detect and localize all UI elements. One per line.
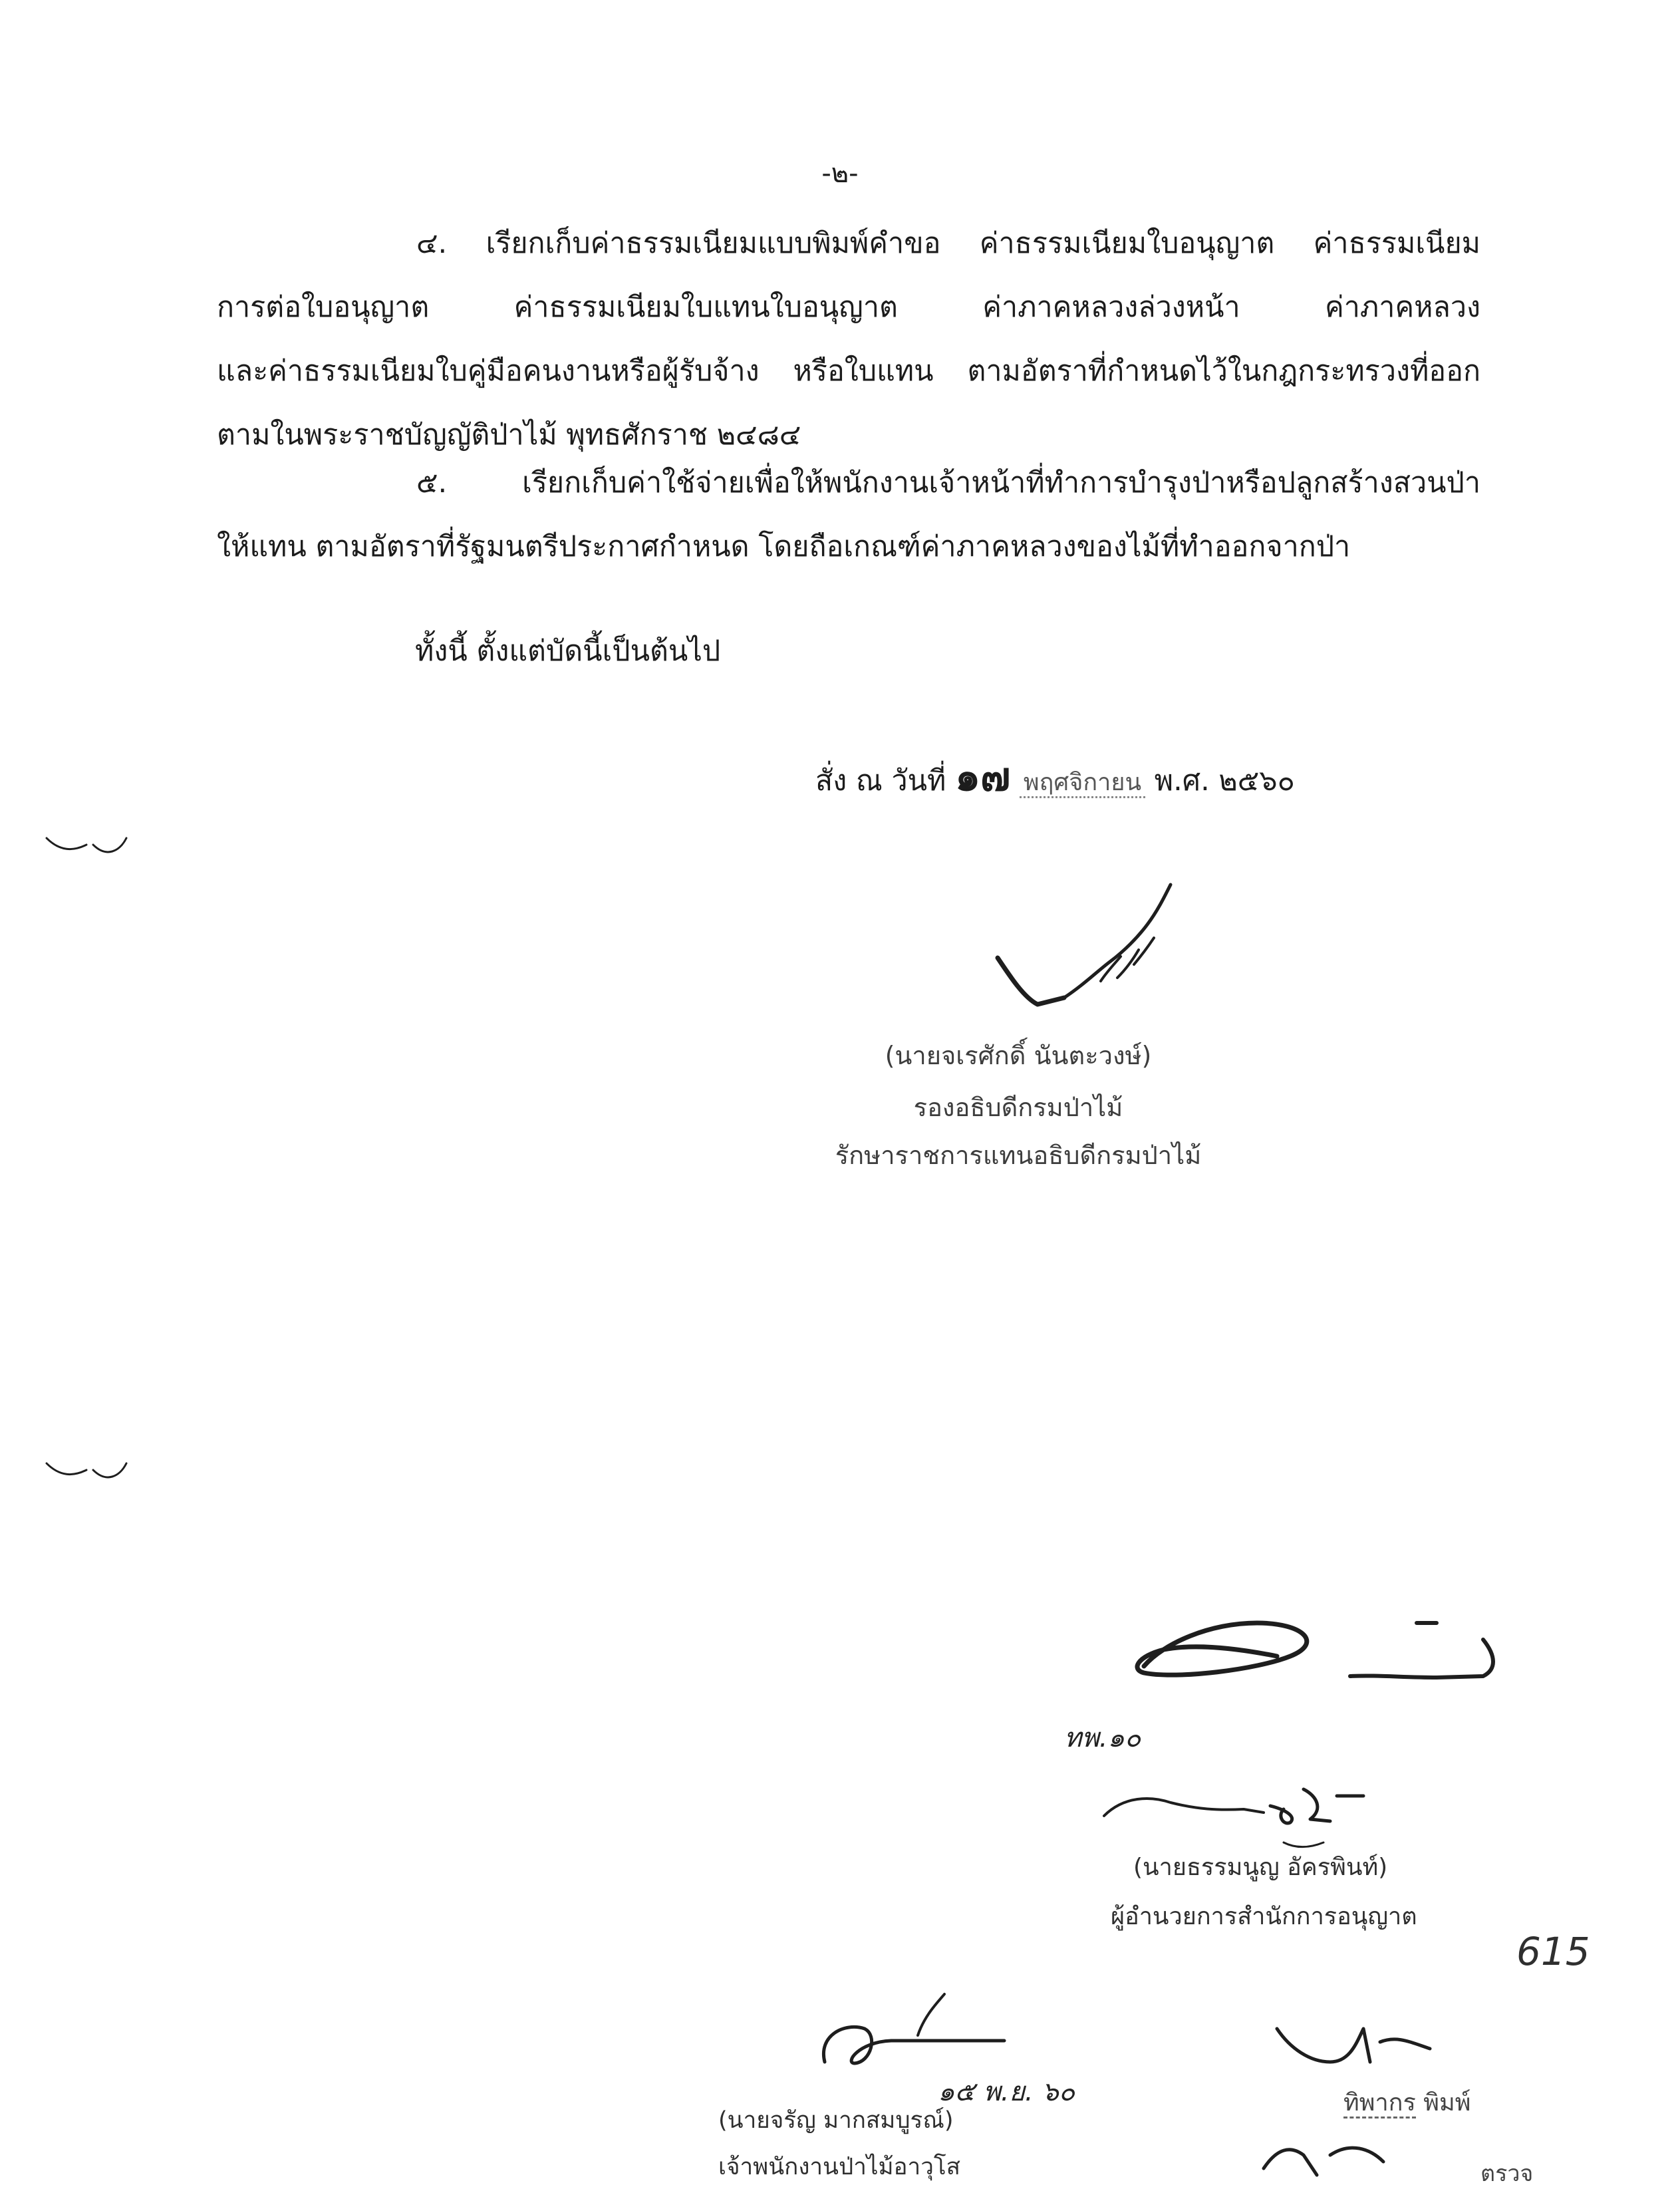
checker-initials (1250, 2128, 1423, 2182)
closing-statement: ทั้งนี้ ตั้งแต่บัดนี้เป็นต้นไป (415, 635, 721, 668)
officer-name: (นายจรัญ มากสมบูรณ์) (718, 2107, 954, 2134)
order-date (815, 745, 1295, 808)
paragraph-item-4 (217, 212, 1480, 467)
order-date-year: พ.ศ. ๒๕๖๐ (1154, 764, 1295, 798)
paragraph-line: ๔. เรียกเก็บค่าธรรมเนียมแบบพิมพ์คำขอ ค่าธรรมเนียมใบอนุญาต ค่าธรรมเนียม (416, 227, 1480, 260)
initial-signature (1124, 1603, 1563, 1696)
typed-by-suffix: พิมพ์ (1423, 2089, 1471, 2117)
order-date-prefix: สั่ง ณ วันที่ (815, 764, 946, 798)
paragraph-item-5 (217, 451, 1480, 579)
paragraph-line: ให้แทน ตามอัตราที่รัฐมนตรีประกาศกำหนด โดยถือเกณฑ์ค่าภาคหลวงของไม้ที่ทำออกจากป่า (217, 530, 1351, 563)
signatory-acting: รักษาราชการแทนอธิบดีกรมป่าไม้ (835, 1141, 1202, 1170)
officer-position: เจ้าพนักงานป่าไม้อาวุโส (718, 2154, 961, 2180)
order-date-month: พฤศจิกายน (1020, 769, 1145, 798)
page-number: -๒- (821, 158, 859, 189)
signatory-name: (นายจเรศักดิ์ นันตะวงษ์) (885, 1041, 1152, 1070)
handwritten-date: ๑๕ พ.ย. ๖๐ (938, 2077, 1075, 2107)
signatory-position: รองอธิบดีกรมป่าไม้ (913, 1093, 1123, 1122)
typed-by-label (1343, 2083, 1470, 2121)
paragraph-line: ๕. เรียกเก็บค่าใช้จ่ายเพื่อให้พนักงานเจ้าหน้าที่ทำการบำรุงป่าหรือปลูกสร้างสวนป่า (416, 466, 1480, 500)
typist-initials (1264, 2002, 1457, 2082)
director-name: (นายธรรมนูญ อัครพินท์) (1133, 1854, 1388, 1881)
director-position: ผู้อำนวยการสำนักการอนุญาต (1111, 1903, 1417, 1930)
typed-by-name: ทิพากร (1343, 2089, 1416, 2118)
signature-main (984, 871, 1184, 1018)
paragraph-line: ตามในพระราชบัญญัติป่าไม้ พุทธศักราช ๒๔๘๔ (217, 418, 801, 452)
handwritten-date: ทพ.๑๐ (1064, 1723, 1141, 1753)
checked-label: ตรวจ (1480, 2160, 1534, 2187)
binder-hole-marks (33, 811, 126, 1497)
order-date-day: ๑๗ (955, 754, 1011, 800)
margin-code: 615 (1516, 1929, 1590, 1974)
paragraph-line: การต่อใบอนุญาต ค่าธรรมเนียมใบแทนใบอนุญาต ค่าภาคหลวงล่วงหน้า ค่าภาคหลวง (217, 291, 1480, 324)
paragraph-line: และค่าธรรมเนียมใบคู่มือคนงานหรือผู้รับจ้าง หรือใบแทน ตามอัตราที่กำหนดไว้ในกฎกระทรวงที่ออก (217, 355, 1480, 388)
